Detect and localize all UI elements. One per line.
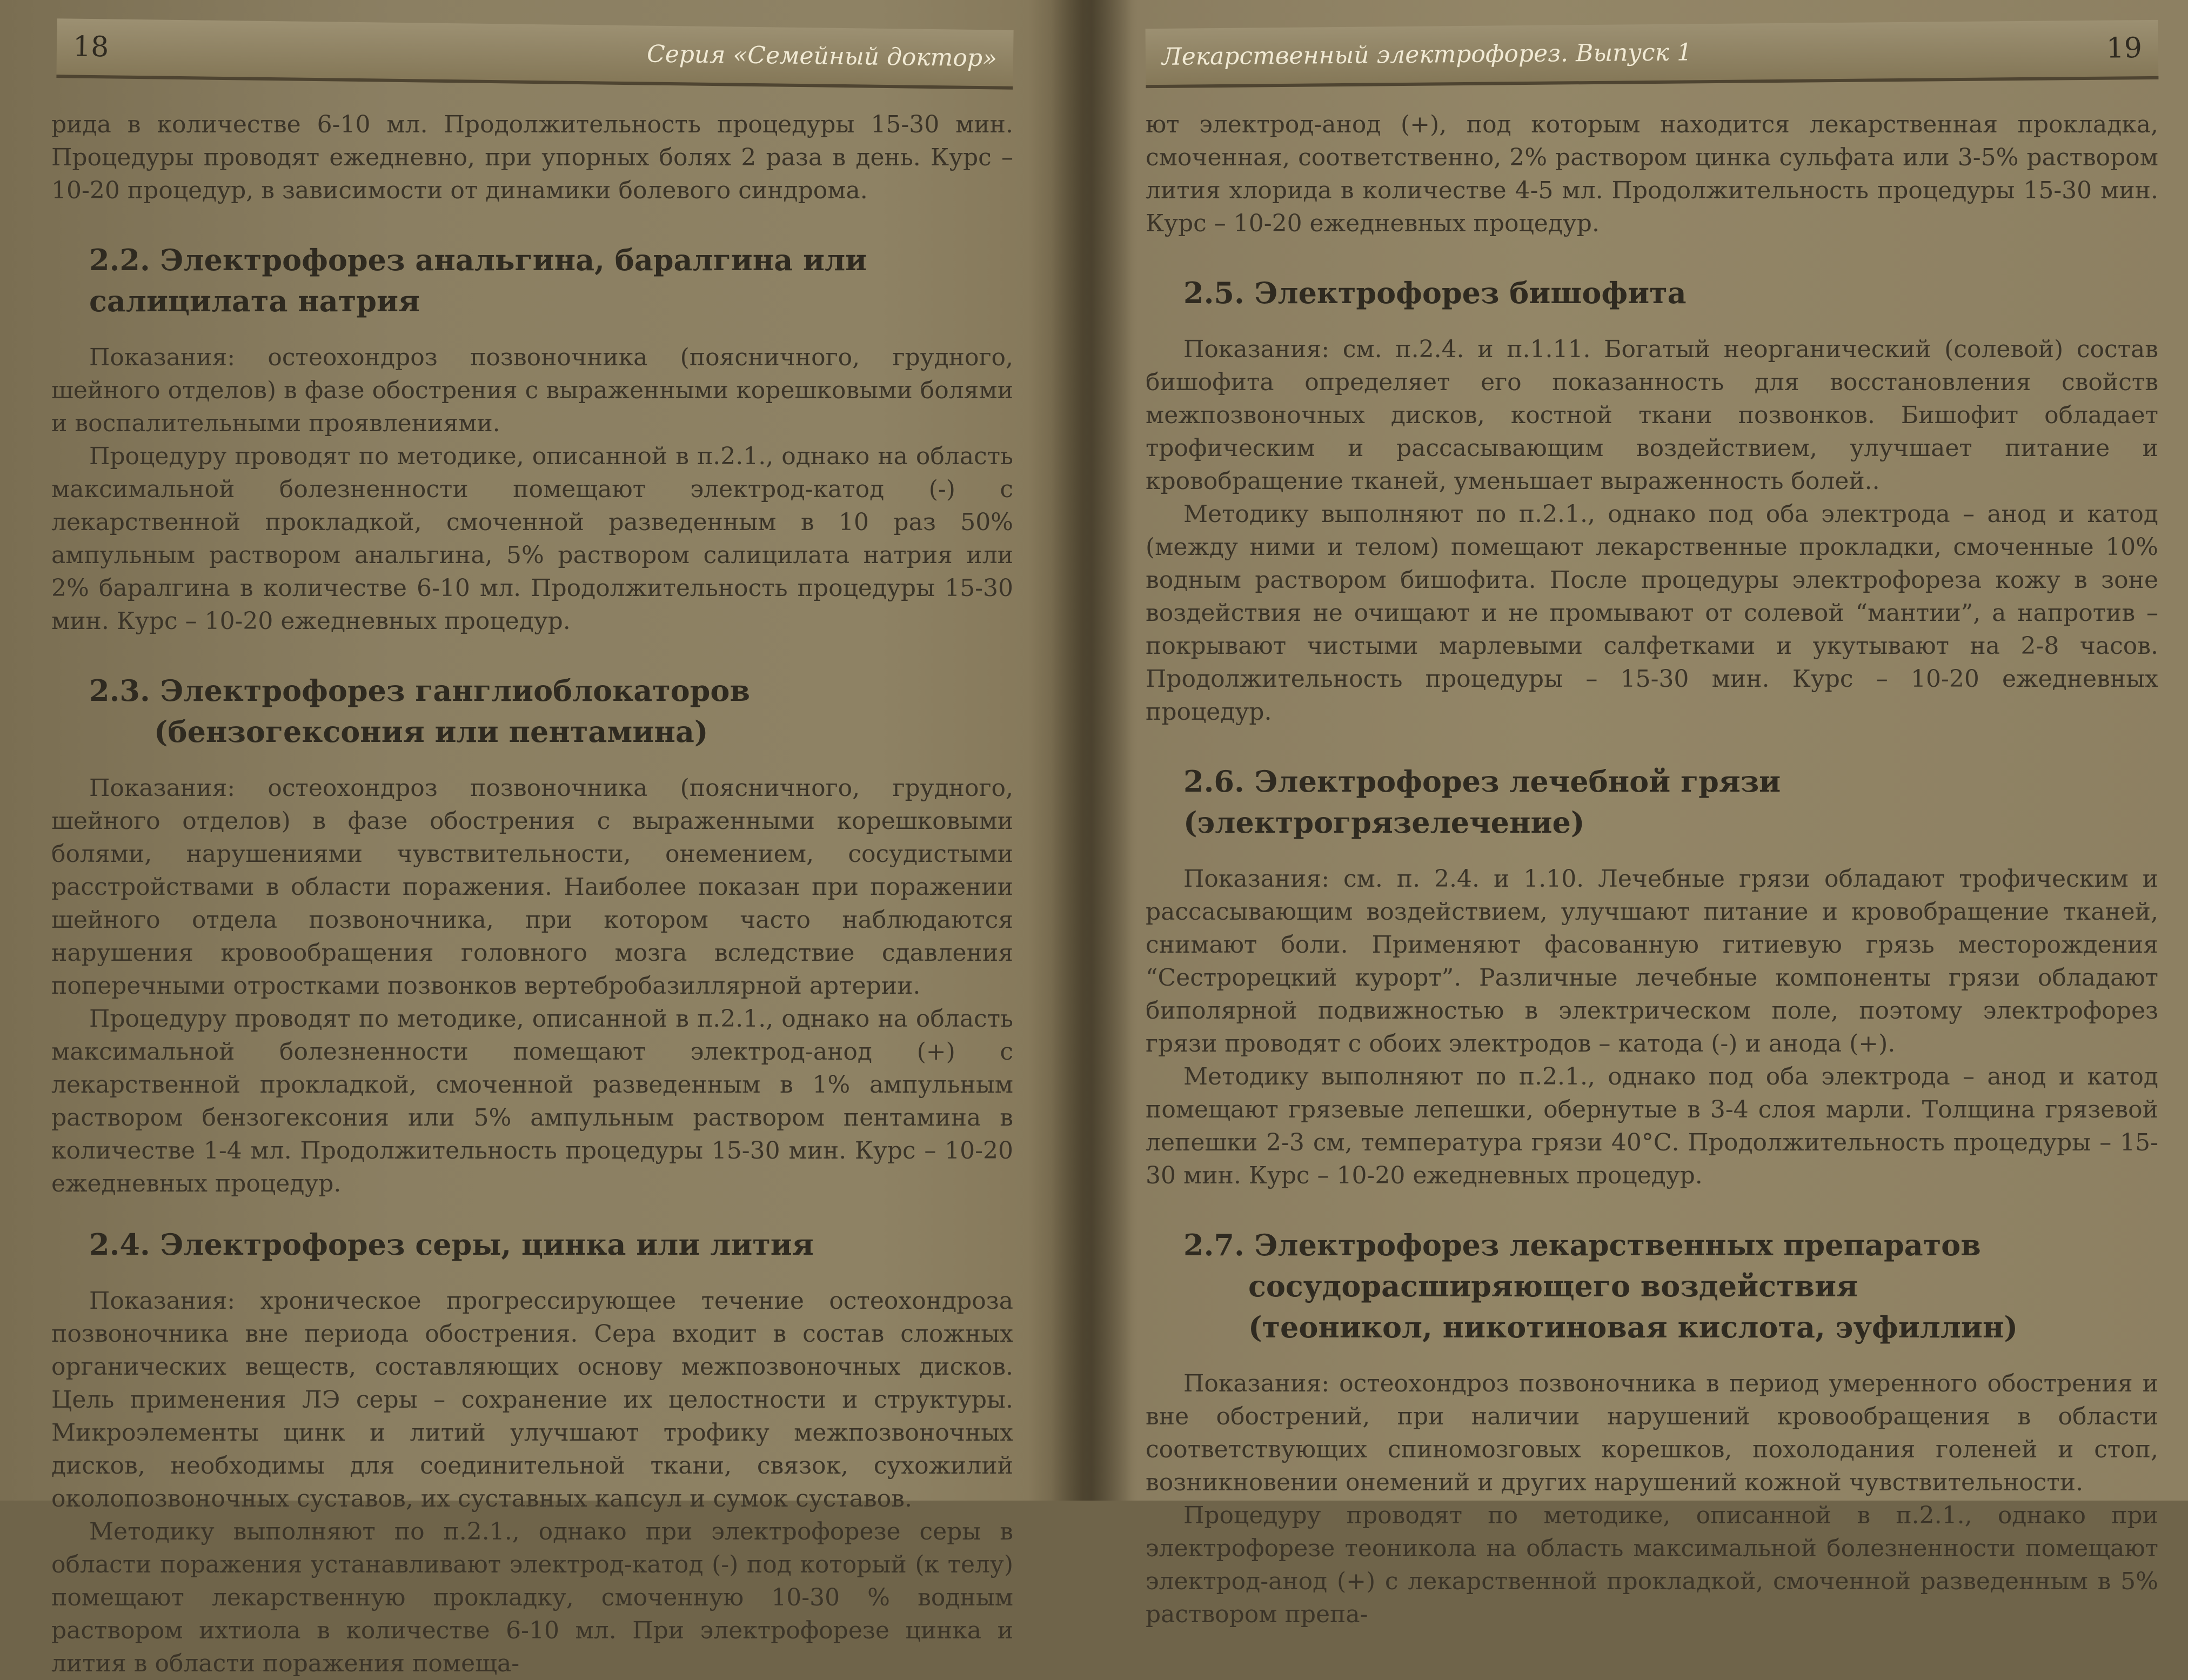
running-head: Серия «Семейный доктор» — [646, 40, 998, 72]
paragraph: Показания: остеохондроз позвоночника в период умеренного обострения и вне обострений, при наличии нарушений кровообращения в области соответствующих спиномозговых корешков, похолодания голеней и стоп, возникновении онемений и других нарушений кожной чувствительности. — [1146, 1370, 2158, 1496]
section-heading-2-6 — [1183, 761, 2158, 843]
paragraph: Методику выполняют по п.2.1., однако под оба электрода – анод и катод (между ними и телом) помещают лекарственные прокладки, смоченные 10% водным раствором бишофита. После процедуры электрофореза кожу в зоне воздействия не очищают и не промывают от солевой “мантии”, а напротив – покрывают чистыми марлевыми салфетками и укутывают на 2-8 часов. Продолжительность процедуры – 15-30 мин. Курс – 10-20 ежедневных процедур. — [1146, 500, 2158, 726]
section-heading-2-3 — [89, 670, 1013, 752]
heading-text: 2.7. Электрофорез лекарственных препаратов — [1183, 1228, 1981, 1262]
paragraph: Процедуру проводят по методике, описанной в п.2.1., однако на область максимальной болезненности помещают электрод-анод (+) с лекарственной прокладкой, смоченной разведенным в 1% ампульным раствором бензогексония или 5% ампульным раствором пентамина в количестве 1-4 мл. Продолжительность процедуры 15-30 мин. Курс – 10-20 ежедневных процедур. — [51, 1005, 1013, 1197]
section-heading-2-4 — [89, 1224, 1013, 1265]
heading-text: 2.4. Электрофорез серы, цинка или лития — [89, 1227, 814, 1262]
paragraph: Показания: остеохондроз позвоночника (поясничного, грудного, шейного отделов) в фазе обострения с выраженными корешковыми болями, нарушениями чувствительности, онемением, сосудистыми расстройствами в области поражения. Наиболее показан при поражении шейного отдела позвоночника, при котором часто наблюдаются нарушения кровообращения головного мозга вследствие сдавления поперечными отростками позвонков вертебробазиллярной артерии. — [51, 774, 1013, 1000]
heading-text: 2.2. Электрофорез анальгина, баралгина или салицилата натрия — [89, 243, 867, 318]
paragraph: Методику выполняют по п.2.1., однако под оба электрода – анод и катод помещают грязевые лепешки, обернутые в 3-4 слоя марли. Толщина грязевой лепешки 2-3 см, температура грязи 40°С. Продолжительность процедуры – 15-30 мин. Курс – 10-20 ежедневных процедур. — [1146, 1063, 2158, 1189]
page-number: 19 — [2106, 32, 2143, 65]
heading-text: 2.6. Электрофорез лечебной грязи (электрогрязелечение) — [1183, 764, 1781, 840]
running-head: Лекарственный электрофорез. Выпуск 1 — [1161, 38, 1692, 71]
paragraph: Показания: см. п. 2.4. и 1.10. Лечебные грязи обладают трофическим и рассасывающим воздействием, улучшают питание и кровобращение тканей, снимают боли. Применяют фасованную гитиевую грязь месторождения “Сестрорецкий курорт”. Различные лечебные компоненты грязи обладают биполярной подвижностью в электрическом поле, поэтому электрофорез грязи проводят с обоих электродов – катода (-) и анода (+). — [1146, 865, 2158, 1057]
section-heading-2-7 — [1183, 1224, 2158, 1348]
section-heading-2-2 — [89, 239, 1013, 322]
heading-subtitle: (бензогексония или пентамина) — [154, 714, 708, 749]
heading-subtitle: сосудорасширяющего воздействия — [1248, 1269, 1858, 1303]
paragraph: Показания: см. п.2.4. и п.1.11. Богатый неорганический (солевой) состав бишофита определяет его показанность для восстановления свойств межпозвоночных дисков, костной ткани позвонков. Бишофит обладает трофическим и рассасывающим воздействием, улучшает питание и кровобращение тканей, уменьшает выраженность болей.. — [1146, 336, 2158, 495]
heading-text: 2.3. Электрофорез ганглиоблокаторов — [89, 673, 750, 708]
left-page-header — [56, 18, 1013, 90]
page-number: 18 — [72, 30, 109, 64]
paragraph: Показания: остеохондроз позвоночника (поясничного, грудного, шейного отделов) в фазе обострения с выраженными корешковыми болями и воспалительными проявлениями. — [51, 344, 1013, 437]
heading-subtitle: (теоникол, никотиновая кислота, эуфиллин) — [1248, 1310, 2018, 1344]
paragraph: ют электрод-анод (+), под которым находится лекарственная прокладка, смоченная, соответственно, 2% раствором цинка сульфата или 3-5% раствором лития хлорида в количестве 4-5 мл. Продолжительность процедуры 15-30 мин. Курс – 10-20 ежедневных процедур. — [1146, 111, 2158, 237]
right-page — [1124, 0, 2188, 1628]
heading-text: 2.5. Электрофорез бишофита — [1183, 276, 1687, 310]
left-page — [0, 0, 1078, 1677]
right-page-header — [1146, 20, 2159, 88]
paragraph: рида в количестве 6-10 мл. Продолжительность процедуры 15-30 мин. Процедуры проводят ежедневно, при упорных болях 2 раза в день. Курс – 10-20 процедур, в зависимости от динамики болевого синдрома. — [51, 111, 1013, 204]
paragraph: Методику выполняют по п.2.1., однако при электрофорезе серы в области поражения устанавливают электрод-катод (-) под который (к телу) помещают лекарственную прокладку, смоченную 10-30 % водным раствором ихтиола в количестве 6-10 мл. При электрофорезе цинка и лития в области поражения помеща- — [51, 1518, 1013, 1677]
paragraph: Процедуру проводят по методике, описанной в п.2.1., однако на область максимальной болезненности помещают электрод-катод (-) с лекарственной прокладкой, смоченной разведенным в 10 раз 50% ампульным раствором анальгина, 5% раствором салицилата натрия или 2% баралгина в количестве 6-10 мл. Продолжительность процедуры 15-30 мин. Курс – 10-20 ежедневных процедур. — [51, 443, 1013, 635]
section-heading-2-5 — [1183, 272, 2158, 313]
paragraph: Показания: хроническое прогрессирующее течение остеохондроза позвоночника вне периода обострения. Сера входит в состав сложных органических веществ, составляющих основу межпозвоночных дисков. Цель применения ЛЭ серы – сохранение их целостности и структуры. Микроэлементы цинк и литий улучшают трофику межпозвоночных дисков, необходимы для соединительной ткани, связок, сухожилий околопозвоночных суставов, их суставных капсул и сумок суставов. — [51, 1287, 1013, 1512]
paragraph: Процедуру проводят по методике, описанной в п.2.1., однако при электрофорезе теоникола на область максимальной болезненности помещают электрод-анод (+) с лекарственной прокладкой, смоченной разведенным в 5% раствором препа- — [1146, 1502, 2158, 1628]
